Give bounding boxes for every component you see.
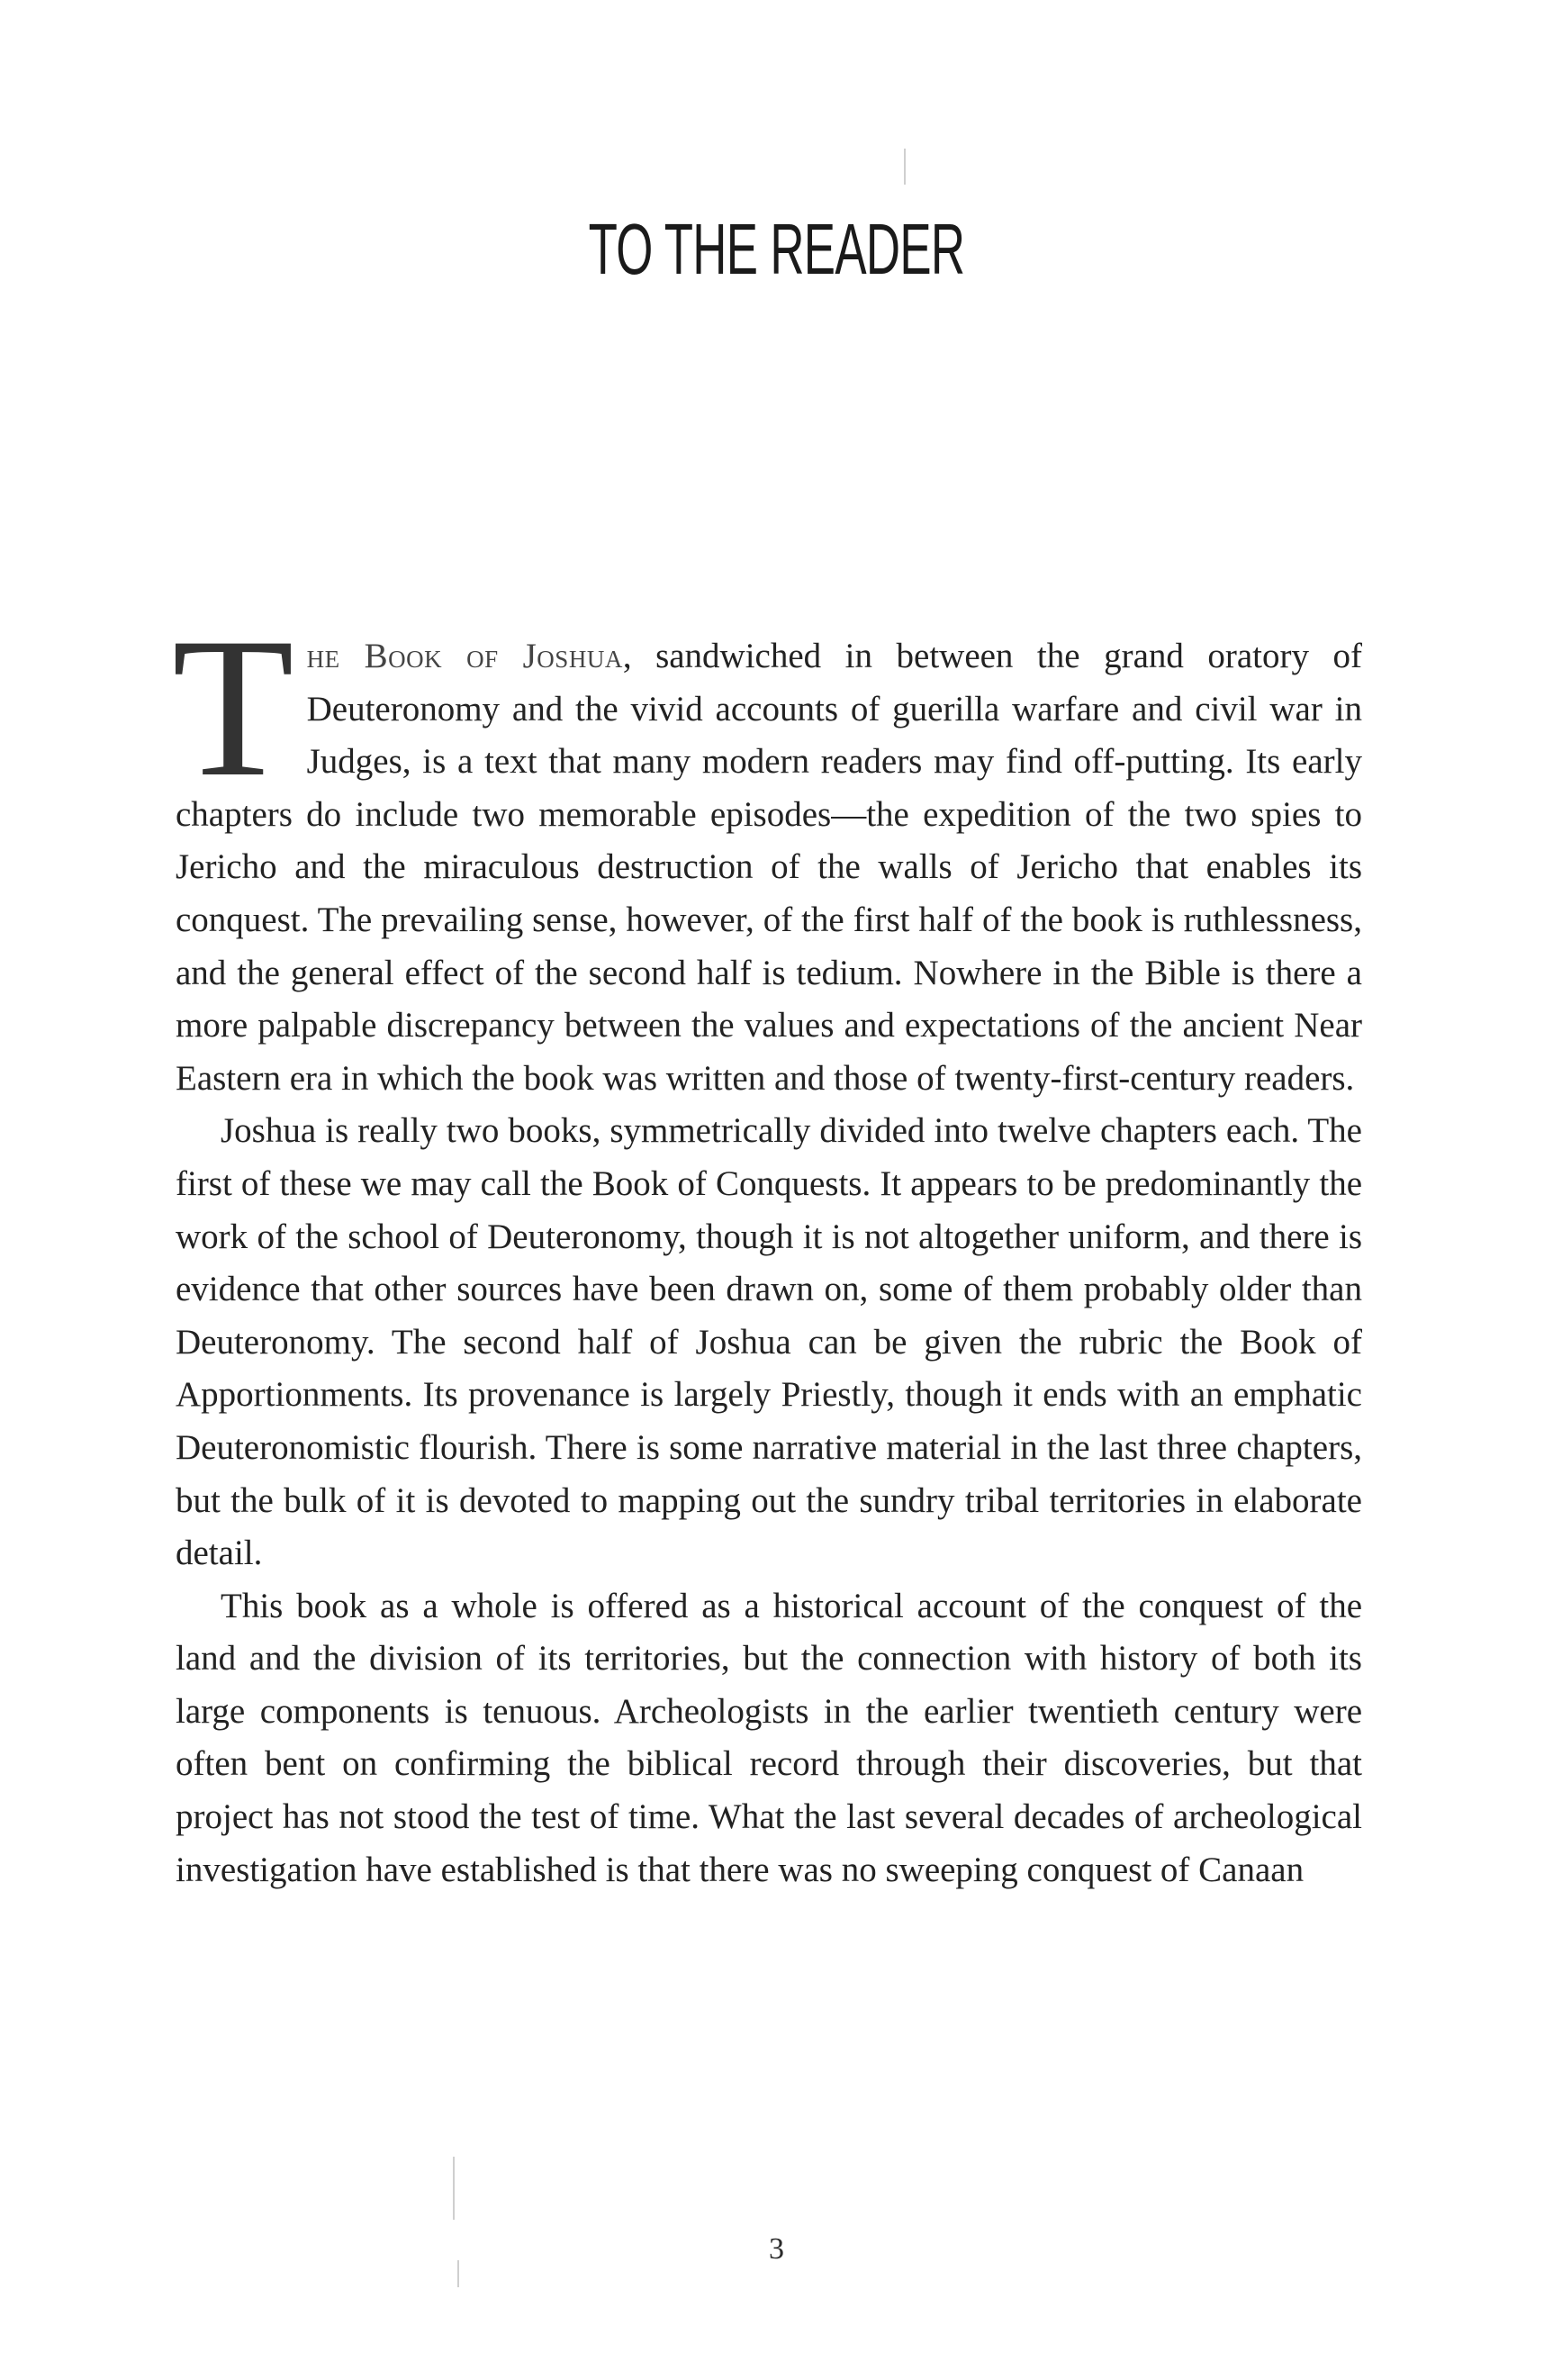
paragraph-1 <box>172 597 1362 1105</box>
scan-speck <box>453 2157 455 2220</box>
page-number: 3 <box>769 2232 784 2266</box>
drop-cap: T <box>172 597 294 819</box>
scan-speck <box>457 2260 459 2287</box>
lead-in-small-caps: he Book of Joshua <box>306 637 623 675</box>
scan-speck <box>904 149 906 185</box>
paragraph-2: Joshua is really two books, symmetrically divided into twelve chapters each. The first of these we may call the Book of Conquests. It appears to be predominantly the work of the school of Deuteronomy, though it is not altogether uniform, and there is evidence that other sources have been drawn on, some of them probably older than Deuteronomy. The second half of Joshua can be given the rubric the Book of Apportionments. Its provenance is largely Priestly, though it ends with an emphatic Deuteronomistic flourish. There is some narrative material in the last three chapters, but the bulk of it is devoted to mapping out the sundry tribal territories in elaborate detail. <box>176 1111 1362 1573</box>
paragraph-3: This book as a whole is offered as a historical account of the conquest of the land and the division of its territories, but the connection with history of both its large components is tenuous. Archeologists in the earlier twentieth century were often bent on confirming the biblical record through their discoveries, but that project has not stood the test of time. What the last several decades of archeological investigation have established is that there was no sweeping conquest of Canaan <box>176 1586 1362 1889</box>
paragraph-1-text: , sandwiched in between the grand oratory of Deuteronomy and the vivid accounts of guerilla warfare and civil war in Judges, is a text that many modern readers may find off-putting. Its early chapters do include two memorable episodes—the expedition of the two spies to Jericho and the miraculous destruction of the walls of Jericho that enables its conquest. The prevailing sense, however, of the first half of the book is ruthlessness, and the general effect of the second half is tedium. Nowhere in the Bible is there a more palpable discrepancy between the values and expectations of the ancient Near Eastern era in which the book was written and those of twenty-first-century readers. <box>176 637 1362 1098</box>
body-text <box>172 597 1362 1896</box>
page-title: TO THE READER <box>588 209 965 289</box>
